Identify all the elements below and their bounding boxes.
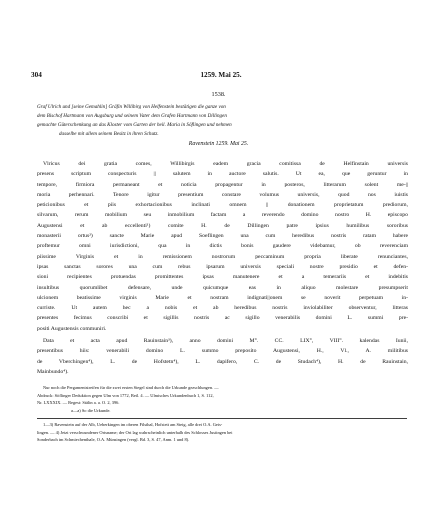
summary-line: gemachte Güterschenkung an das Kloster vom Garten der heil. Maria in Söflingen und nehmen — [37, 122, 232, 129]
summary-line: dasselbe mit allem seinem Besitz in ihren Schutz. — [59, 131, 159, 138]
page-header — [31, 71, 411, 81]
summary-line: Graf Ulrich und [seine Gemahlin] Gräfin Willibirg von Helfenstein bestätigen die ganze von — [37, 104, 226, 110]
charter-line: de Vberchingen⁴), L. de Hofstetn⁴), L. dapifero, C. de Studach⁴), H. de Rauinstain, — [37, 358, 408, 365]
charter-line: Mainbundo⁴). — [37, 368, 69, 375]
charter-line: moria perhennari. Tenore igitur presentium constare volumus universis, quod nos iuistis — [37, 191, 408, 198]
footnote-divider — [37, 418, 407, 419]
charter-line: Augustensi et ab eccellenti¹) comite H. de Dillingen patre ipsius humilibus sororibus — [37, 222, 408, 229]
edition-note-line: Abdruck: Söflinger Deduktion gegen Ulm von 1772, Beil. 4. — Ulmisches Urkundenbuch 1, S. 112, — [37, 392, 214, 398]
charter-line: ipsas sanctas sorores una cum rebus ipsarum universis speciali nostre presidio et defen- — [37, 263, 408, 270]
charter-line: presentes fecimus conscribi et sigillis nostris ac sigillo venerabilis domini L. summi pre- — [37, 315, 408, 322]
seal-note: Nur noch die Pergamentstreifen für die zwei ersten Siegel sind durch die Urkunde gezschlungen. — — [43, 385, 219, 390]
charter-line: tempore, firmiora permaneant et noticia propagentur in posteros, litterarum solent me-|| — [37, 181, 408, 188]
document-number: 1538. — [211, 91, 226, 98]
charter-line: Vlricus dei gratia comes, Willibirgis eadem gracia comitissa de Helfinstain universis — [43, 161, 408, 167]
footnote-line: Sonderbach im Schmiechenthale, O.A. Münsingen (vergl. Bd. 3, S. 47, Anm. 1 und 8). — [37, 437, 190, 443]
textual-note: a—a) So die Urkunde. — [71, 407, 111, 413]
footnote-line: lingen. — 4) Jetzt verschwundener Ortsname; der Ort lag wahrscheinlich unterhalb des Schlosses Justingen bei — [37, 429, 233, 435]
footnotes — [37, 384, 407, 414]
charter-line: proftemur omni iurisdictioni, qua in dictis bonis gaudere videbamur, ob reverenciam — [37, 243, 408, 250]
charter-line: monasterii ortus²) sancte Marie apud Soeflingen una cum heredibus nostris ratam habere — [37, 233, 408, 240]
charter-line: Data et acta apud Rauinstain³), anno domini M°. CC. LIX°, VIII°. kalendas Iunii, — [43, 338, 408, 345]
charter-line: silvarum, rerum mobilium seu inmobilium factam a reverendo domino nostro H. episcopo — [37, 212, 408, 219]
charter-line: piissime Virginis et in remissionem nostrorum peccaminum propria liberate renunciantes, — [37, 253, 408, 260]
charter-line: positi Augustensis communiri. — [37, 325, 107, 332]
charter-line: presens scriptum conspecturis || salutem in auctore salutis. Ut ea, que geruntur in — [37, 171, 408, 178]
edition-note-line: Nr. LXXXIX. — Regest: Stälin a. a. O. 2, 396. — [37, 400, 120, 406]
charter-line: ulcionem beatissime virginis Marie et nostram indignati||onem se noverit perpetuam in- — [37, 294, 408, 301]
page-number: 304 — [31, 71, 42, 79]
charter-text — [37, 159, 408, 377]
footnote-line: 1—3) Ravenstein auf der Alb, Ueberkingen im oberen Filsthal, Hofstett am Steig, alle drei O.A. Geis- — [43, 422, 223, 427]
charter-line: presentibus hiis: venerabili domino L. summo preposito Augustensi, H., Vl., A. militibus — [37, 348, 408, 355]
charter-line: curriste. Ut autem hec a nobis et ab heredibus nostris inviolabiliter observentur, litteras — [37, 305, 408, 312]
place-date: Ravenstein 1259. Mai 25. — [188, 141, 249, 147]
charter-line: peticionibus et piis exhortacionibus inclinati omnem || donationem proprietatum prediorum, — [37, 202, 408, 209]
summary-line: dem Bischof Hartmann von Augsburg und seinem Vater dem Grafen Hartmann von Dillingen — [37, 113, 227, 120]
running-title: 1259. Mai 25. — [200, 71, 242, 79]
charter-line: sioni recipientes protuendas promittentes ipsas manutenere et a temerariis et indebitis — [37, 274, 408, 281]
charter-line: insultibus quorumlibet defensare, unde quicumque eas in aliquo molestare presumpserit — [37, 284, 408, 291]
document-summary — [37, 103, 407, 139]
numbered-footnotes — [37, 421, 407, 444]
